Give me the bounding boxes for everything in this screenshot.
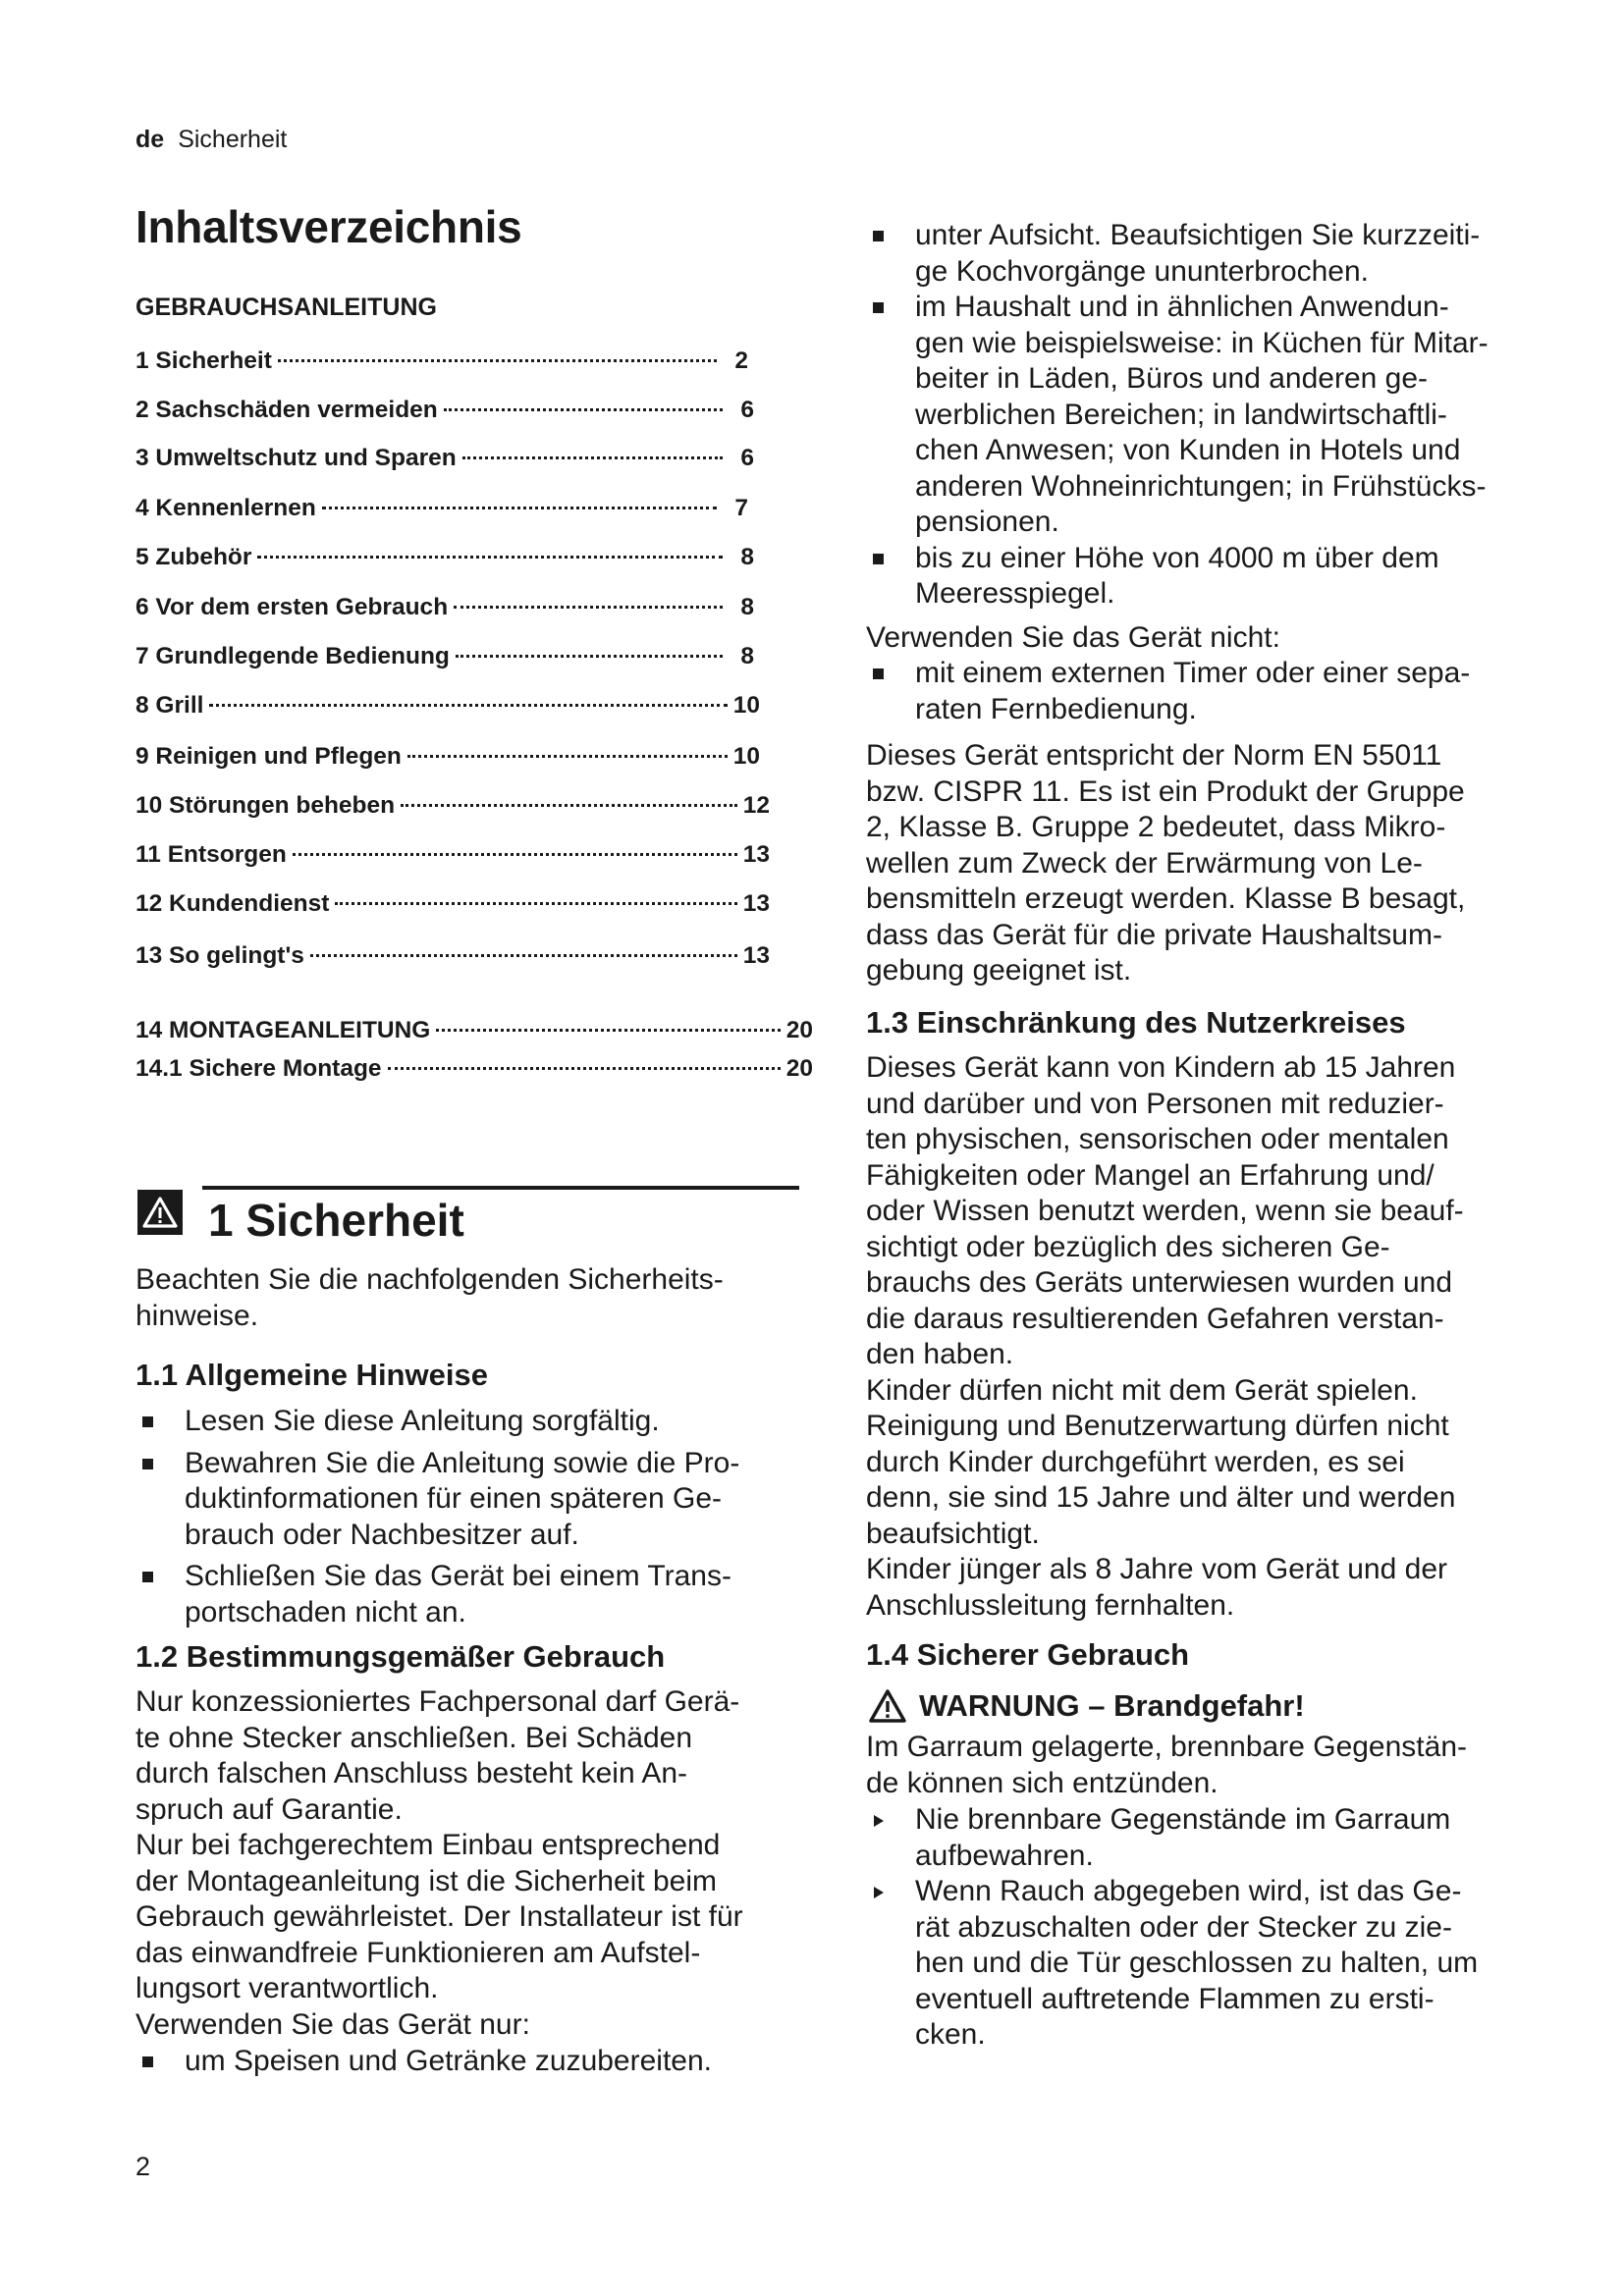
text-line: im Haushalt und in ähnlichen Anwendun-	[915, 291, 1449, 323]
text-line: de können sich entzünden.	[866, 1766, 1218, 1799]
action-list	[866, 1802, 1543, 2054]
toc-entry-page: 6	[740, 445, 754, 471]
text-line: bzw. CISPR 11. Es ist ein Produkt der Gruppe	[866, 774, 1465, 808]
toc-entry-label: 2 Sachschäden vermeiden	[135, 397, 438, 423]
toc-subtitle: GEBRAUCHSANLEITUNG	[135, 294, 437, 321]
toc-leader-dots	[444, 408, 723, 411]
warning-icon	[137, 1190, 183, 1235]
text-line: ten physischen, sensorischen oder mentalen	[866, 1123, 1449, 1155]
toc-entry-label: 3 Umweltschutz und Sparen	[135, 445, 457, 471]
warning-label: WARNUNG – Brandgefahr!	[919, 1688, 1305, 1723]
toc-leader-dots	[293, 853, 737, 856]
toc-leader-dots	[436, 1029, 780, 1032]
user-restriction-text	[866, 1050, 1543, 1624]
text-line: chen Anwesen; von Kunden in Hotels und	[915, 434, 1461, 466]
page-number: 2	[135, 2152, 151, 2181]
text-line: dass das Gerät für die private Haushaltsum-	[866, 918, 1442, 951]
text-line: der Montageanleitung ist die Sicherheit beim	[135, 1864, 718, 1897]
list-item	[866, 656, 1543, 727]
text-line: Nie brennbare Gegenstände im Garraum	[915, 1803, 1451, 1836]
text-line: Im Garraum gelagerte, brennbare Gegenstän-	[866, 1731, 1467, 1763]
text-line: Wenn Rauch abgegeben wird, ist das Ge-	[915, 1875, 1462, 1907]
toc-entry[interactable]	[135, 890, 770, 922]
toc-leader-dots	[454, 606, 723, 609]
text-line: Kinder dürfen nicht mit dem Gerät spielen.	[866, 1373, 1418, 1407]
text-line: te ohne Stecker anschließen. Bei Schäden	[135, 1721, 693, 1754]
text-line: den haben.	[866, 1338, 1014, 1370]
text-line: bis zu einer Höhe von 4000 m über dem	[915, 541, 1439, 574]
text-line: Meeresspiegel.	[915, 577, 1115, 610]
text-line: gebung geeignet ist.	[866, 954, 1132, 987]
text-line: pensionen.	[915, 506, 1059, 538]
text-line: portschaden nicht an.	[185, 1595, 466, 1629]
toc-leader-dots	[257, 556, 723, 559]
section-rule	[202, 1186, 799, 1190]
toc-entry-label: 11 Entsorgen	[135, 841, 287, 868]
toc-entry-label: 14.1 Sichere Montage	[135, 1055, 382, 1082]
heading-1-2: 1.2 Bestimmungsgemäßer Gebrauch	[135, 1639, 666, 1674]
toc-entry-page: 7	[734, 495, 748, 521]
heading-1-4: 1.4 Sicherer Gebrauch	[866, 1637, 1190, 1672]
text-line: mit einem externen Timer oder einer sepa-	[915, 657, 1471, 689]
text-line: beaufsichtigt.	[866, 1517, 1040, 1550]
text-line: unter Aufsicht. Beaufsichtigen Sie kurzzeiti-	[915, 219, 1481, 251]
warning-triangle-icon	[868, 1688, 907, 1724]
text-line: Kinder jünger als 8 Jahre vom Gerät und der	[866, 1553, 1447, 1585]
list-item	[866, 541, 1543, 613]
norm-text	[866, 738, 1543, 989]
toc-entry-label: 5 Zubehör	[135, 544, 252, 570]
toc-leader-dots	[278, 359, 717, 362]
text-line: sichtigt oder bezüglich des sicheren Ge-	[866, 1230, 1390, 1263]
text-line: eventuell auftretende Flammen zu ersti-	[915, 1982, 1435, 2015]
action-item	[866, 1802, 1543, 1874]
warning-heading	[868, 1688, 1305, 1724]
toc-entry-page: 12	[742, 792, 770, 819]
toc-entry[interactable]	[135, 594, 754, 625]
list-item	[135, 1404, 823, 1440]
text-line: Bewahren Sie die Anleitung sowie die Pro-	[185, 1446, 740, 1479]
text-line: Dieses Gerät entspricht der Norm EN 55011	[866, 739, 1442, 772]
list-item	[135, 1559, 823, 1630]
toc-entry-label: 12 Kundendienst	[135, 890, 330, 917]
toc-entry-label: 13 So gelingt's	[135, 942, 304, 969]
toc-entry[interactable]	[135, 792, 770, 824]
text-line: Verwenden Sie das Gerät nur:	[135, 2007, 530, 2041]
text-line: rät abzuschalten oder der Stecker zu zie-	[915, 1910, 1452, 1944]
text-line: denn, sie sind 15 Jahre und älter und werden	[866, 1481, 1456, 1514]
text-line: brauchs des Geräts unterwiesen wurden und	[866, 1266, 1453, 1299]
toc-leader-dots	[310, 954, 737, 957]
section-title: 1 Sicherheit	[208, 1195, 464, 1246]
text-line: duktinformationen für einen späteren Ge-	[185, 1482, 722, 1515]
text-line: raten Fernbedienung.	[915, 692, 1197, 725]
language-code: de	[135, 126, 165, 153]
toc-entry-page: 13	[742, 942, 770, 969]
use-only-list-start	[135, 2044, 823, 2080]
text-line: lungsort verantwortlich.	[135, 1972, 439, 2004]
toc-entry-page: 10	[732, 692, 760, 719]
text-line: Gebrauch gewährleistet. Der Installateur ist für	[135, 1900, 743, 1933]
text-line: cken.	[915, 2018, 986, 2051]
list-item	[866, 218, 1543, 290]
text-line: gen wie beispielsweise: in Küchen für Mitar-	[915, 326, 1489, 359]
toc-entry-label: 14 MONTAGEANLEITUNG	[135, 1017, 431, 1043]
toc-leader-dots	[335, 902, 736, 905]
action-item	[866, 1874, 1543, 2054]
toc-entry-label: 1 Sicherheit	[135, 347, 272, 374]
text-line: bensmitteln erzeugt werden. Klasse B besagt,	[866, 882, 1466, 915]
text-line: um Speisen und Getränke zuzubereiten.	[185, 2045, 712, 2077]
use-not-intro	[866, 620, 1543, 657]
text-line: aufbewahren.	[915, 1839, 1094, 1872]
text-line: Dieses Gerät kann von Kindern ab 15 Jahren	[866, 1051, 1456, 1084]
toc-entry-label: 6 Vor dem ersten Gebrauch	[135, 594, 449, 620]
text-line: werblichen Bereichen; in landwirtschaftli-	[915, 398, 1447, 431]
toc-entry-label: 10 Störungen beheben	[135, 792, 396, 819]
text-line: Nur bei fachgerechtem Einbau entsprechend	[135, 1829, 721, 1861]
toc-entry-page: 20	[785, 1017, 813, 1043]
toc-entry-label: 7 Grundlegende Bedienung	[135, 643, 450, 669]
toc-leader-dots	[322, 507, 717, 509]
use-not-list	[866, 656, 1543, 727]
toc-leader-dots	[388, 1067, 781, 1070]
text-line: beiter in Läden, Büros und anderen ge-	[915, 362, 1429, 395]
use-only-list-continued	[866, 218, 1543, 613]
toc-entry-label: 4 Kennenlernen	[135, 495, 316, 521]
toc-entry-page: 8	[740, 594, 754, 620]
toc-leader-dots	[407, 755, 728, 758]
toc-entry-label: 9 Reinigen und Pflegen	[135, 743, 402, 770]
text-line: hen und die Tür geschlossen zu halten, um	[915, 1947, 1479, 1979]
heading-1-1: 1.1 Allgemeine Hinweise	[135, 1358, 488, 1392]
text-line: oder Wissen benutzt werden, wenn sie beauf-	[866, 1195, 1464, 1227]
toc-entry[interactable]	[135, 544, 754, 575]
toc-entry[interactable]	[135, 495, 748, 526]
text-line: brauch oder Nachbesitzer auf.	[185, 1518, 579, 1551]
toc-entry-page: 8	[740, 643, 754, 669]
toc-leader-dots	[456, 655, 723, 658]
text-line: Beachten Sie die nachfolgenden Sicherheits-	[135, 1263, 724, 1296]
list-item	[135, 2044, 823, 2080]
text-line: durch Kinder durchgeführt werden, es sei	[866, 1445, 1405, 1478]
text-line: durch falschen Anschluss besteht kein An-	[135, 1757, 688, 1789]
toc-entry-page: 13	[742, 841, 770, 868]
toc-leader-dots	[462, 456, 723, 459]
toc-entry[interactable]	[135, 1017, 813, 1048]
list-item	[135, 1446, 823, 1554]
text-line: anderen Wohneinrichtungen; in Frühstücks-	[915, 469, 1487, 503]
fire-hazard-text	[866, 1730, 1543, 1801]
running-header	[135, 126, 287, 154]
text-line: 2, Klasse B. Gruppe 2 bedeutet, dass Mikro-	[866, 811, 1446, 843]
text-line: Schließen Sie das Gerät bei einem Trans-	[185, 1560, 731, 1592]
toc-entry-page: 8	[740, 544, 754, 570]
toc-entry[interactable]	[135, 743, 760, 774]
list-item	[866, 290, 1543, 541]
header-section: Sicherheit	[178, 126, 288, 153]
text-line: die daraus resultierenden Gefahren verstan-	[866, 1302, 1444, 1335]
text-line: wellen zum Zweck der Erwärmung von Le-	[866, 846, 1423, 880]
toc-entry[interactable]	[135, 445, 754, 476]
toc-entry[interactable]	[135, 942, 770, 974]
toc-leader-dots	[401, 804, 737, 807]
toc-entry-label: 8 Grill	[135, 692, 204, 719]
general-notes-list	[135, 1404, 823, 1630]
toc-title: Inhaltsverzeichnis	[135, 201, 522, 252]
toc-entry-page: 6	[740, 397, 754, 423]
toc-entry[interactable]	[135, 841, 770, 873]
text-line: und darüber und von Personen mit reduzier-	[866, 1087, 1444, 1120]
text-line: Lesen Sie diese Anleitung sorgfältig.	[185, 1405, 660, 1437]
text-line: ge Kochvorgänge ununterbrochen.	[915, 254, 1370, 288]
intended-use-text	[135, 1684, 823, 2043]
text-line: Anschlussleitung fernhalten.	[866, 1588, 1235, 1622]
toc-entry[interactable]	[135, 397, 754, 428]
text-line: Verwenden Sie das Gerät nicht:	[866, 621, 1280, 654]
toc-entry[interactable]	[135, 643, 754, 674]
text-line: das einwandfreie Funktionieren am Aufstel-	[135, 1936, 701, 1969]
toc-entry[interactable]	[135, 1055, 813, 1087]
toc-leader-dots	[209, 704, 727, 707]
text-line: Fähigkeiten oder Mangel an Erfahrung und/	[866, 1158, 1435, 1192]
heading-1-3: 1.3 Einschränkung des Nutzerkreises	[866, 1005, 1406, 1040]
toc-entry-page: 20	[785, 1055, 813, 1082]
toc-entry-page: 10	[732, 743, 760, 770]
toc-entry[interactable]	[135, 347, 748, 379]
text-line: hinweise.	[135, 1299, 259, 1332]
text-line: Nur konzessioniertes Fachpersonal darf Gerä-	[135, 1685, 740, 1718]
section-intro	[135, 1262, 823, 1334]
toc-entry-page: 2	[734, 347, 748, 374]
toc-entry-page: 13	[742, 890, 770, 917]
text-line: spruch auf Garantie.	[135, 1792, 403, 1826]
toc-entry[interactable]	[135, 692, 760, 723]
text-line: Reinigung und Benutzerwartung dürfen nicht	[866, 1410, 1449, 1442]
